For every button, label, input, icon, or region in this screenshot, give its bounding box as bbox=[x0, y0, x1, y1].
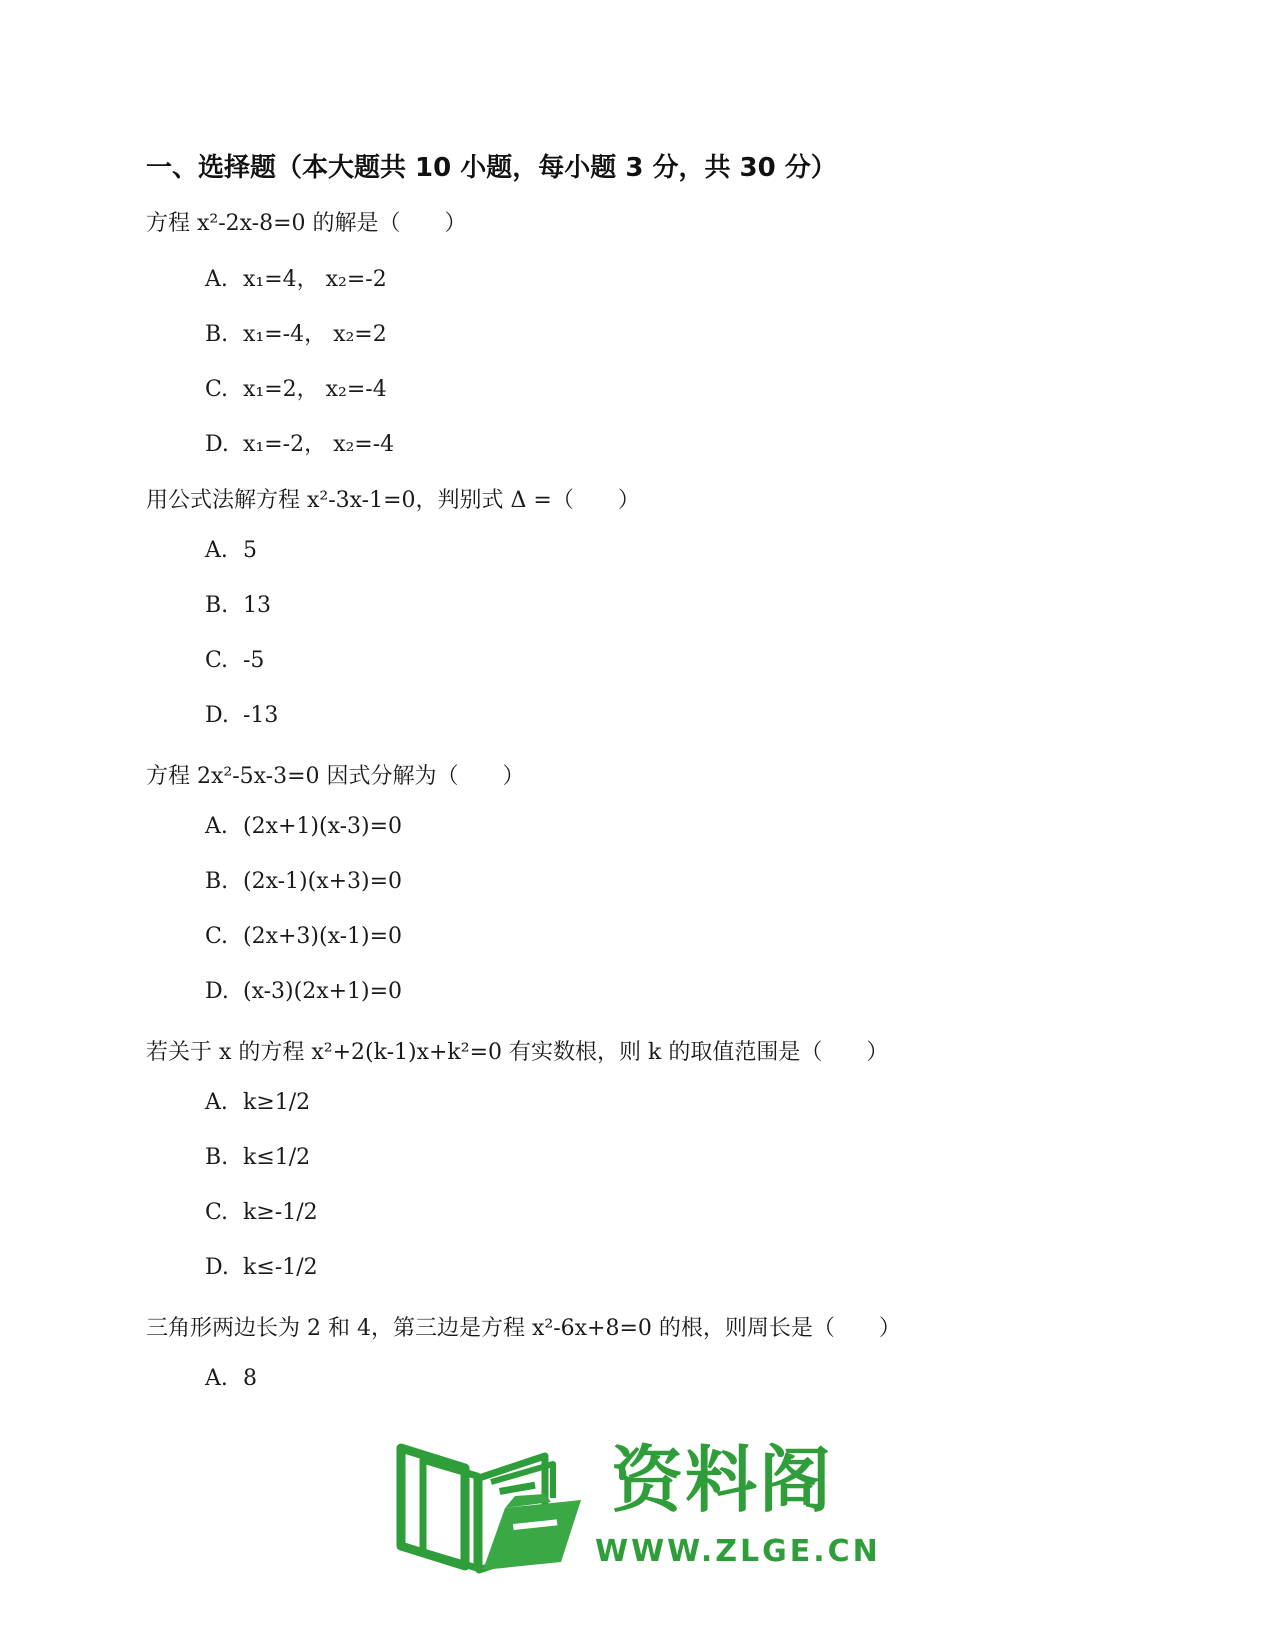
watermark-url: WWW.ZLGE.CN bbox=[595, 1534, 881, 1569]
option-letter: D. bbox=[205, 979, 229, 1004]
question-2-option-b bbox=[205, 593, 271, 618]
question-1-option-b bbox=[205, 317, 387, 348]
question-4-option-a bbox=[205, 1090, 310, 1115]
question-5-stem: 三角形两边长为 2 和 4，第三边是方程 x²-6x+8=0 的根，则周长是（ ） bbox=[146, 1316, 901, 1341]
option-text: k≤-1/2 bbox=[243, 1255, 318, 1280]
option-letter: C. bbox=[205, 924, 229, 949]
option-letter: A. bbox=[205, 1366, 228, 1391]
option-text: -5 bbox=[243, 648, 265, 673]
question-3-stem: 方程 2x²-5x-3=0 因式分解为（ ） bbox=[146, 764, 525, 789]
option-letter: A. bbox=[205, 1090, 228, 1115]
question-3-option-a bbox=[205, 814, 402, 839]
option-text: 13 bbox=[243, 593, 271, 618]
option-text: (2x+3)(x-1)=0 bbox=[243, 924, 403, 949]
question-3-option-c bbox=[205, 924, 402, 949]
option-letter: A. bbox=[205, 538, 228, 563]
question-1-stem: 方程 x²-2x-8=0 的解是（ ） bbox=[146, 211, 467, 236]
option-text: 8 bbox=[243, 1366, 257, 1391]
option-text: k≥-1/2 bbox=[243, 1200, 318, 1225]
question-1-option-c bbox=[205, 372, 387, 403]
option-letter: B. bbox=[205, 593, 229, 618]
question-2-option-c bbox=[205, 648, 264, 673]
option-text: (2x+1)(x-3)=0 bbox=[243, 814, 403, 839]
option-letter: B. bbox=[205, 1145, 229, 1170]
question-2-stem: 用公式法解方程 x²-3x-1=0，判别式 Δ =（ ） bbox=[146, 488, 640, 513]
option-text: 5 bbox=[243, 538, 257, 563]
option-letter: B. bbox=[205, 322, 229, 347]
question-4-option-b bbox=[205, 1145, 310, 1170]
question-2-option-a bbox=[205, 538, 257, 563]
option-letter: C. bbox=[205, 648, 229, 673]
question-1-option-d bbox=[205, 427, 394, 458]
option-letter: A. bbox=[205, 267, 228, 292]
watermark-logo bbox=[395, 1438, 881, 1578]
option-text: -13 bbox=[243, 703, 279, 728]
question-4-option-c bbox=[205, 1200, 318, 1225]
watermark-title: 资料阁 bbox=[611, 1438, 834, 1522]
option-text: k≥1/2 bbox=[243, 1090, 311, 1115]
question-3-option-b bbox=[205, 869, 402, 894]
option-letter: D. bbox=[205, 432, 229, 457]
option-letter: D. bbox=[205, 1255, 229, 1280]
option-letter: A. bbox=[205, 814, 228, 839]
question-1-option-a bbox=[205, 262, 387, 293]
option-text: (x-3)(2x+1)=0 bbox=[243, 979, 403, 1004]
option-text: x₁=-4， x₂=2 bbox=[243, 322, 387, 347]
option-letter: C. bbox=[205, 1200, 229, 1225]
option-letter: C. bbox=[205, 377, 229, 402]
option-letter: D. bbox=[205, 703, 229, 728]
section-title: 一、选择题（本大题共 10 小题，每小题 3 分，共 30 分） bbox=[146, 153, 837, 183]
question-3-option-d bbox=[205, 979, 402, 1004]
open-book-icon bbox=[395, 1438, 587, 1578]
option-text: x₁=4， x₂=-2 bbox=[243, 267, 387, 292]
question-4-option-d bbox=[205, 1255, 318, 1280]
option-text: x₁=-2， x₂=-4 bbox=[243, 432, 395, 457]
option-text: x₁=2， x₂=-4 bbox=[243, 377, 387, 402]
question-4-stem: 若关于 x 的方程 x²+2(k-1)x+k²=0 有实数根，则 k 的取值范围是（ ） bbox=[146, 1040, 889, 1065]
question-5-option-a bbox=[205, 1366, 257, 1391]
option-text: k≤1/2 bbox=[243, 1145, 311, 1170]
option-letter: B. bbox=[205, 869, 229, 894]
option-text: (2x-1)(x+3)=0 bbox=[243, 869, 403, 894]
question-2-option-d bbox=[205, 703, 278, 728]
